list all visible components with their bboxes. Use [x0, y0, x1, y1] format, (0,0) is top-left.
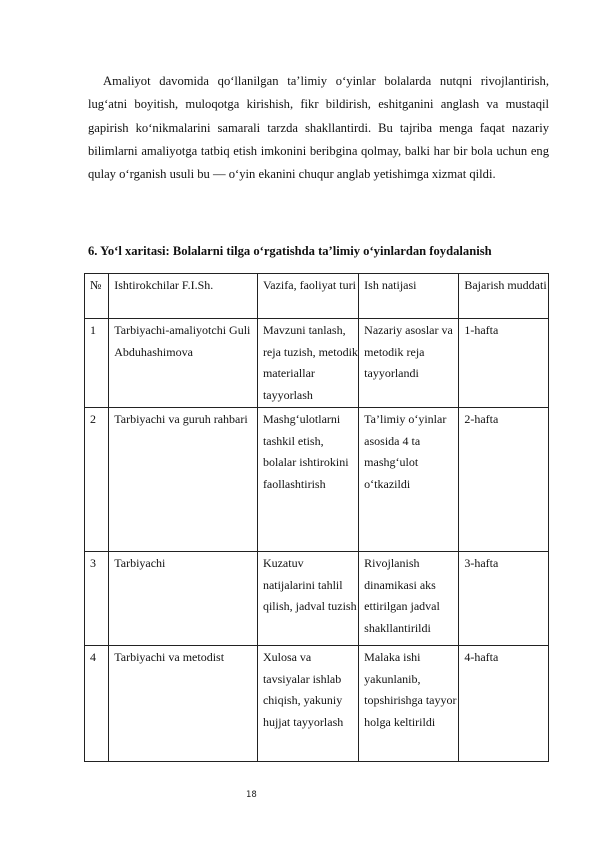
cell-deadline: 1-hafta: [459, 319, 549, 408]
cell-participants: Tarbiyachi va guruh rahbari: [109, 408, 258, 552]
page-number: 18: [246, 790, 257, 800]
header-task: Vazifa, faoliyat turi: [257, 274, 358, 319]
cell-result: Nazariy asoslar va metodik reja tayyorlandi: [359, 319, 459, 408]
header-deadline: Bajarish muddati: [459, 274, 549, 319]
roadmap-table: [84, 273, 549, 762]
cell-result: Rivojlanish dinamikasi aks ettirilgan jadval shakllantirildi: [359, 552, 459, 646]
cell-result: Ta’limiy o‘yinlar asosida 4 ta mashg‘ulot o‘tkazildi: [359, 408, 459, 552]
cell-task: Xulosa va tavsiyalar ishlab chiqish, yakuniy hujjat tayyorlash: [257, 646, 358, 762]
header-number: №: [85, 274, 109, 319]
cell-task: Kuzatuv natijalarini tahlil qilish, jadval tuzish: [257, 552, 358, 646]
cell-deadline: 2-hafta: [459, 408, 549, 552]
cell-participants: Tarbiyachi va metodist: [109, 646, 258, 762]
header-result: Ish natijasi: [359, 274, 459, 319]
cell-number: 3: [85, 552, 109, 646]
cell-deadline: 3-hafta: [459, 552, 549, 646]
intro-paragraph: Amaliyot davomida qo‘llanilgan ta’limiy o‘yinlar bolalarda nutqni rivojlantirish, lug‘atni boyitish, muloqotga kirishish, fikr bildirish, eshitganini anglash va mustaqil gapirish ko‘nikmalarini samarali tarzda shakllantirdi. Bu tajriba menga faqat nazariy bilimlarni amaliyotga tatbiq etish imkonini beribgina qolmay, balki har bir bola uchun eng qulay o‘rganish usuli bu — o‘yin ekanini chuqur anglab yetishimga xizmat qildi.: [88, 74, 549, 182]
table-row: [85, 408, 549, 552]
cell-number: 4: [85, 646, 109, 762]
cell-deadline: 4-hafta: [459, 646, 549, 762]
table-row: [85, 646, 549, 762]
cell-result: Malaka ishi yakunlanib, topshirishga tayyor holga keltirildi: [359, 646, 459, 762]
table-row: [85, 552, 549, 646]
section-heading: 6. Yo‘l xaritasi: Bolalarni tilga o‘rgatishda ta’limiy o‘yinlardan foydalanish: [88, 244, 492, 258]
cell-task: Mashg‘ulotlarni tashkil etish, bolalar ishtirokini faollashtirish: [257, 408, 358, 552]
table-row: [85, 319, 549, 408]
cell-participants: Tarbiyachi-amaliyotchi Guli Abduhashimova: [109, 319, 258, 408]
cell-task: Mavzuni tanlash, reja tuzish, metodik materiallar tayyorlash: [257, 319, 358, 408]
cell-number: 2: [85, 408, 109, 552]
cell-participants: Tarbiyachi: [109, 552, 258, 646]
table-header-row: [85, 274, 549, 319]
cell-number: 1: [85, 319, 109, 408]
header-participants: Ishtirokchilar F.I.Sh.: [109, 274, 258, 319]
